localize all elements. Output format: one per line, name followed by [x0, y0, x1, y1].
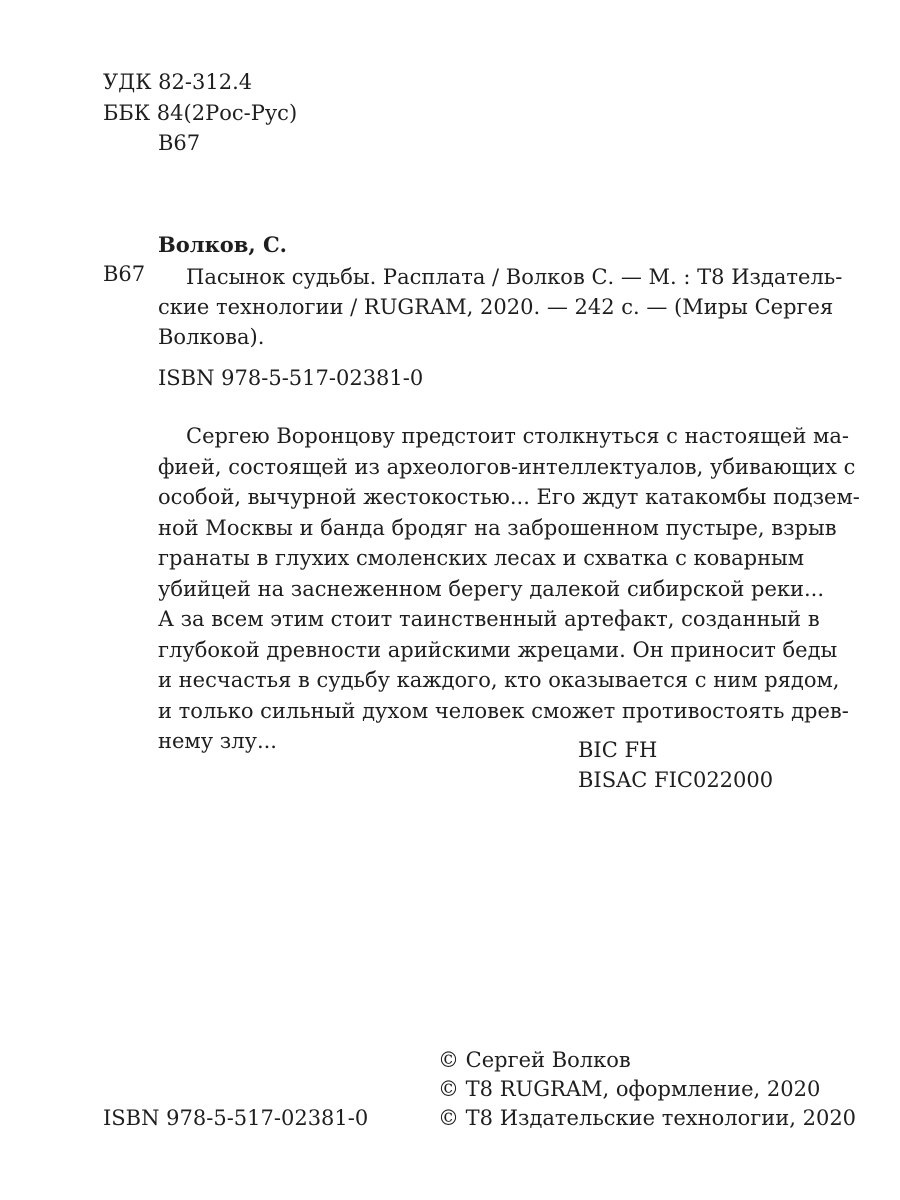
copyright-author: © Сергей Волков: [438, 1048, 631, 1072]
udk-code: УДК 82-312.4: [103, 70, 253, 94]
isbn-record: ISBN 978-5-517-02381-0: [158, 366, 424, 390]
copyright-publisher: © Т8 Издательские технологии, 2020: [438, 1106, 857, 1130]
bibliographic-description: [158, 262, 843, 352]
bbk-code: ББК 84(2Рос-Рус): [103, 101, 298, 125]
bic-code: BIC FH: [578, 738, 658, 762]
annotation-line: гранаты в глухих смоленских лесах и схватка с коварным: [158, 546, 805, 570]
copyright-design: © Т8 RUGRAM, оформление, 2020: [438, 1077, 821, 1101]
author-heading: Волков, С.: [158, 232, 287, 257]
annotation-line: Сергею Воронцову предстоит столкнуться с настоящей ма-: [186, 424, 849, 448]
author-mark-code: В67: [158, 131, 201, 155]
annotation-line: ной Москвы и банда бродяг на заброшенном пустыре, взрыв: [158, 515, 837, 540]
isbn-footer: ISBN 978-5-517-02381-0: [103, 1106, 369, 1130]
annotation-line: фией, состоящей из археологов-интеллектуалов, убивающих с: [158, 454, 856, 479]
annotation-line: А за всем этим стоит таинственный артефакт, созданный в: [158, 607, 820, 631]
annotation-paragraph: [158, 421, 860, 757]
biblio-line: Пасынок судьбы. Расплата / Волков С. — М. : Т8 Издатель-: [186, 265, 843, 289]
annotation-line: убийцей на заснеженном берегу далекой сибирской реки...: [158, 576, 825, 601]
annotation-line: глубокой древности арийскими жрецами. Он приносит беды: [158, 637, 838, 662]
biblio-line: Волкова).: [158, 325, 265, 349]
annotation-line: нему злу...: [158, 729, 277, 753]
margin-author-mark: В67: [103, 262, 146, 286]
annotation-line: и только сильный духом человек сможет противостоять древ-: [158, 698, 849, 723]
bisac-code: BISAC FIC022000: [578, 768, 774, 792]
annotation-line: и несчастья в судьбу каждого, кто оказывается с ним рядом,: [158, 668, 840, 692]
biblio-line: ские технологии / RUGRAM, 2020. — 242 с. — (Миры Сергея: [158, 295, 834, 319]
annotation-line: особой, вычурной жестокостью... Его ждут катакомбы подзем-: [158, 485, 860, 509]
